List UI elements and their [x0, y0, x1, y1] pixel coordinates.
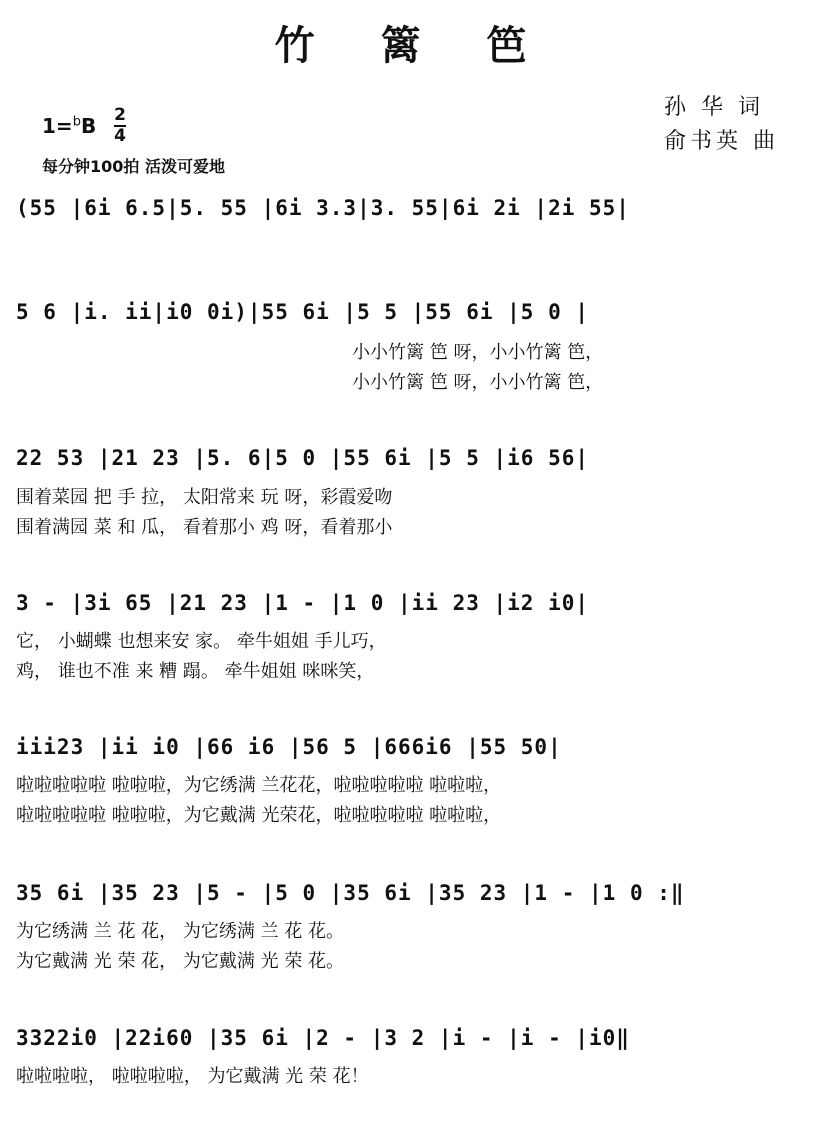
lyric-line-6-verse-1: 为它绣满 兰 花 花， 为它绣满 兰 花 花。 [16, 921, 345, 942]
notation-line-5: iii23 |ii i0 |66 i6 |56 5 |666i6 |55 50| [16, 735, 562, 759]
meter-bottom: 4 [114, 126, 126, 146]
lyric-line-4-verse-2: 鸡， 谁也不准 来 糟 蹋。 牵牛姐姐 咪咪笑， [16, 661, 375, 682]
flat-sign: b [72, 114, 81, 130]
notation-line-4: 3 - |3i 65 |21 23 |1 - |1 0 |ii 23 |i2 i0| [16, 591, 590, 615]
tempo-marking: 每分钟100拍 活泼可爱地 [42, 157, 225, 176]
lyric-line-7-verse-1: 啦啦啦啦， 啦啦啦啦， 为它戴满 光 荣 花！ [16, 1066, 369, 1087]
key-prefix: 1= [42, 114, 73, 138]
notation-line-2: 5 6 |i. ii|i0 0i)|55 6i |5 5 |55 6i |5 0 | [16, 300, 590, 324]
notation-line-7: 3322i0 |22i60 |35 6i |2 - |3 2 |i - |i - |i0‖ [16, 1026, 630, 1050]
time-signature [114, 106, 126, 146]
lyric-line-5-verse-2: 啦啦啦啦啦 啦啦啦，为它戴满 光荣花，啦啦啦啦啦 啦啦啦， [16, 805, 502, 826]
key-note: B [80, 114, 97, 138]
song-title: 竹 篱 笆 [274, 23, 553, 69]
lyric-line-4-verse-1: 它， 小蝴蝶 也想来安 家。 牵牛姐姐 手儿巧， [16, 631, 387, 652]
lyric-line-6-verse-2: 为它戴满 光 荣 花， 为它戴满 光 荣 花。 [16, 951, 345, 972]
meter-top: 2 [114, 105, 126, 125]
key-signature [42, 114, 96, 138]
lyric-line-3-verse-2: 围着满园 菜 和 瓜， 看着那小 鸡 呀，看着那小 [16, 517, 393, 538]
lyric-line-3-verse-1: 围着菜园 把 手 拉， 太阳常来 玩 呀，彩霞爱吻 [16, 487, 393, 508]
lyric-line-2-verse-1: 小小竹篱 笆 呀，小小竹篱 笆， [352, 342, 604, 363]
composer-credit: 俞书英 曲 [664, 129, 779, 154]
notation-line-1: (55 |6i 6.5|5. 55 |6i 3.3|3. 55|6i 2i |2i 55| [16, 196, 630, 220]
lyric-line-2-verse-2: 小小竹篱 笆 呀，小小竹篱 笆， [352, 372, 604, 393]
lyricist-credit: 孙 华 词 [664, 95, 764, 120]
lyric-line-5-verse-1: 啦啦啦啦啦 啦啦啦，为它绣满 兰花花，啦啦啦啦啦 啦啦啦， [16, 775, 502, 796]
notation-line-3: 22 53 |21 23 |5. 6|5 0 |55 6i |5 5 |i6 56| [16, 446, 590, 470]
notation-line-6: 35 6i |35 23 |5 - |5 0 |35 6i |35 23 |1 - |1 0 :‖ [16, 881, 685, 905]
